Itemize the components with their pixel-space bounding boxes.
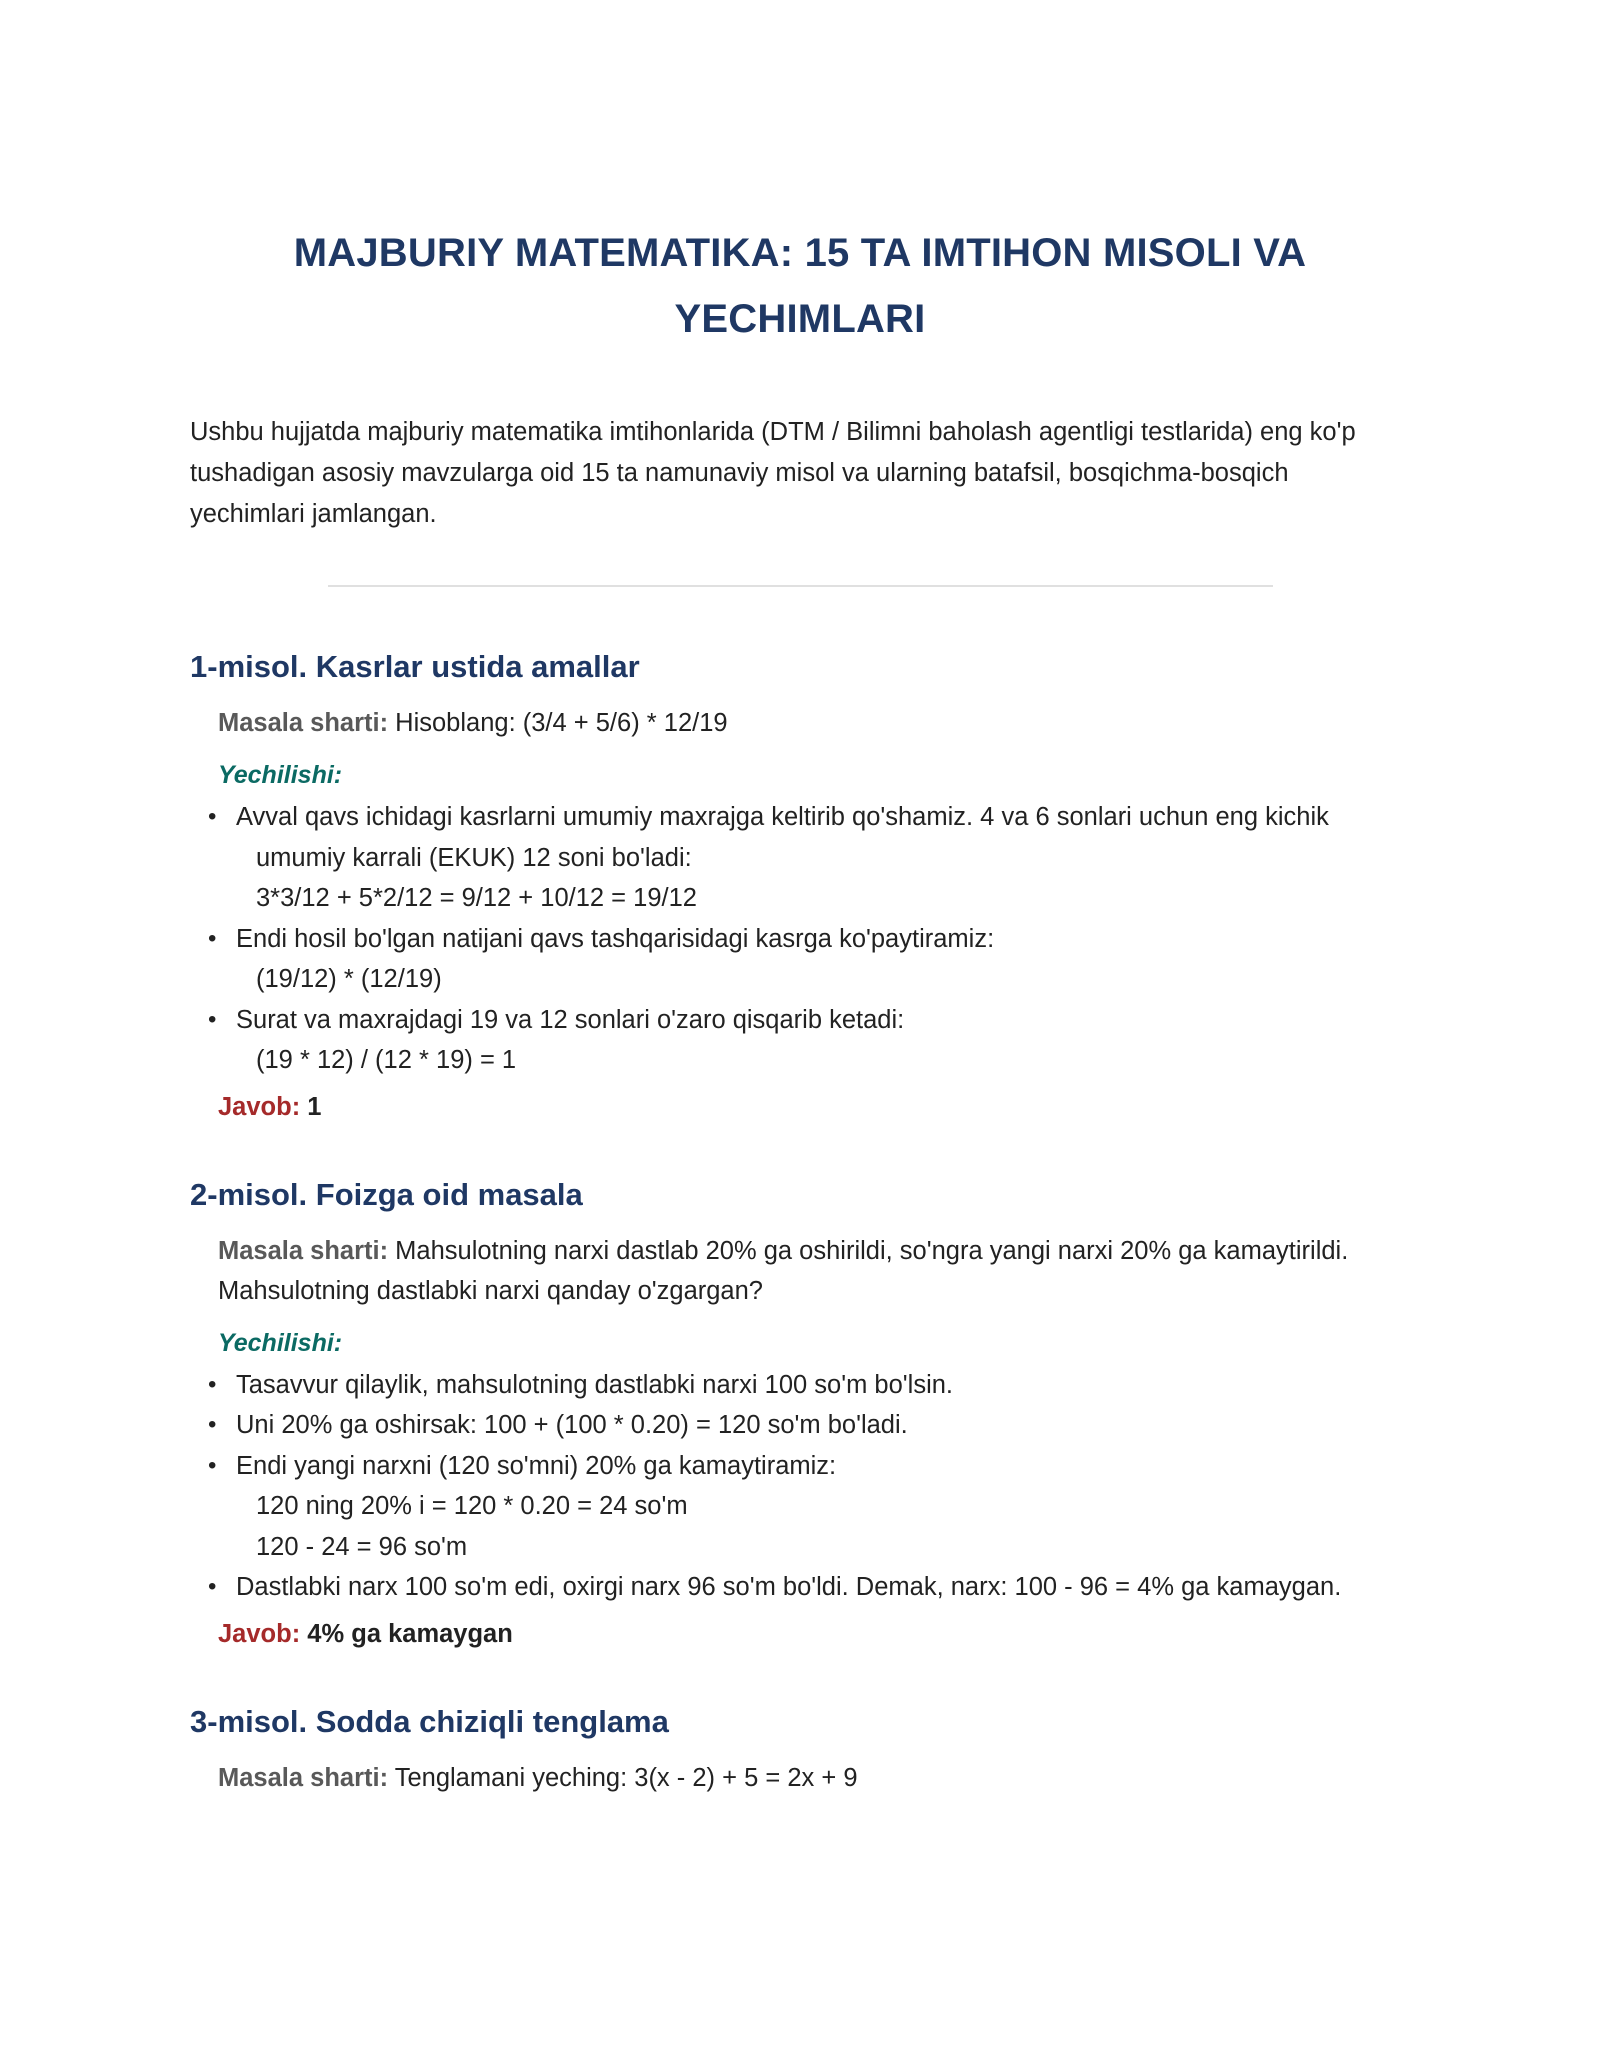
title-line-2: YECHIMLARI xyxy=(674,297,926,341)
answer-label: Javob: xyxy=(218,1619,301,1648)
example-3 xyxy=(190,1700,1410,1798)
problem-text: Hisoblang: (3/4 + 5/6) * 12/19 xyxy=(395,709,728,737)
example-2 xyxy=(190,1173,1410,1654)
bullet-icon: • xyxy=(208,924,217,952)
step-formula: 3*3/12 + 5*2/12 = 9/12 + 10/12 = 19/12 xyxy=(256,884,697,912)
answer-value: 4% ga kamaygan xyxy=(307,1619,513,1648)
problem-label: Masala sharti: xyxy=(218,1763,389,1792)
step-formula: 120 - 24 = 96 so'm xyxy=(256,1532,468,1561)
problem-statement xyxy=(218,1758,1410,1798)
step-formula: (19 * 12) / (12 * 19) = 1 xyxy=(256,1046,517,1074)
document-title xyxy=(190,220,1410,352)
problem-label: Masala sharti: xyxy=(218,1236,389,1265)
title-line-1: MAJBURIY MATEMATIKA: 15 TA IMTIHON MISOLI VA xyxy=(293,231,1307,275)
problem-text: Tenglamani yeching: 3(x - 2) + 5 = 2x + 9 xyxy=(394,1763,858,1792)
bullet-icon: • xyxy=(208,1451,217,1479)
bullet-icon: • xyxy=(208,1573,217,1600)
step-text: Surat va maxrajdagi 19 va 12 sonlari o'zaro qisqarib ketadi: xyxy=(236,1005,905,1034)
bullet-icon: • xyxy=(208,1411,217,1438)
solution-step xyxy=(190,1365,1410,1406)
bullet-icon: • xyxy=(208,1005,217,1033)
example-1 xyxy=(190,645,1410,1127)
solution-step xyxy=(190,1405,1410,1446)
problem-statement xyxy=(218,1231,1410,1311)
intro-paragraph: Ushbu hujjatda majburiy matematika imtihonlarida (DTM / Bilimni baholash agentligi testlarida) eng ko'p tushadigan asosiy mavzularga oid 15 ta namunaviy misol va ularning batafsil, bosqichma-bosqich yechimlari jamlangan. xyxy=(190,418,1356,528)
step-text: Uni 20% ga oshirsak: 100 + (100 * 0.20) = 120 so'm bo'ladi. xyxy=(236,1411,908,1439)
step-text: Endi yangi narxni (120 so'mni) 20% ga kamaytiramiz: xyxy=(236,1451,837,1480)
solution-steps xyxy=(190,797,1410,1081)
answer xyxy=(218,1087,1410,1127)
answer xyxy=(218,1614,1410,1654)
bullet-icon: • xyxy=(208,1370,217,1398)
example-heading: 3-misol. Sodda chiziqli tenglama xyxy=(190,1703,669,1739)
step-formula: (19/12) * (12/19) xyxy=(256,965,442,993)
section-divider xyxy=(328,585,1273,587)
solution-step xyxy=(190,1446,1410,1568)
solution-step xyxy=(190,1567,1410,1608)
step-text: Endi hosil bo'lgan natijani qavs tashqarisidagi kasrga ko'paytiramiz: xyxy=(236,924,995,953)
step-text: Tasavvur qilaylik, mahsulotning dastlabki narxi 100 so'm bo'lsin. xyxy=(236,1370,954,1399)
answer-value: 1 xyxy=(307,1092,322,1121)
bullet-icon: • xyxy=(208,803,217,830)
example-heading: 1-misol. Kasrlar ustida amallar xyxy=(190,649,640,684)
solution-step xyxy=(190,919,1410,1000)
example-heading: 2-misol. Foizga oid masala xyxy=(190,1176,583,1212)
problem-text: Mahsulotning narxi dastlab 20% ga oshirildi, so'ngra yangi narxi 20% ga kamaytirildi. Mahsulotning dastlabki narxi qanday o'zgargan? xyxy=(218,1236,1349,1305)
answer-label: Javob: xyxy=(218,1092,301,1121)
step-text: Avval qavs ichidagi kasrlarni umumiy maxrajga keltirib qo'shamiz. 4 va 6 sonlari uchun eng kichik xyxy=(236,803,1329,831)
step-continuation: umumiy karrali (EKUK) 12 soni bo'ladi: xyxy=(256,843,692,872)
step-formula: 120 ning 20% i = 120 * 0.20 = 24 so'm xyxy=(256,1492,688,1520)
solution-step xyxy=(190,1000,1410,1081)
solution-step xyxy=(190,797,1410,919)
document-page xyxy=(190,220,1410,1798)
problem-statement xyxy=(218,703,1410,743)
solution-label: Yechilishi: xyxy=(218,1328,343,1357)
problem-label: Masala sharti: xyxy=(218,709,389,737)
solution-label: Yechilishi: xyxy=(218,761,343,789)
step-text: Dastlabki narx 100 so'm edi, oxirgi narx 96 so'm bo'ldi. Demak, narx: 100 - 96 = 4% ga kamaygan. xyxy=(236,1573,1342,1601)
solution-steps xyxy=(190,1365,1410,1608)
